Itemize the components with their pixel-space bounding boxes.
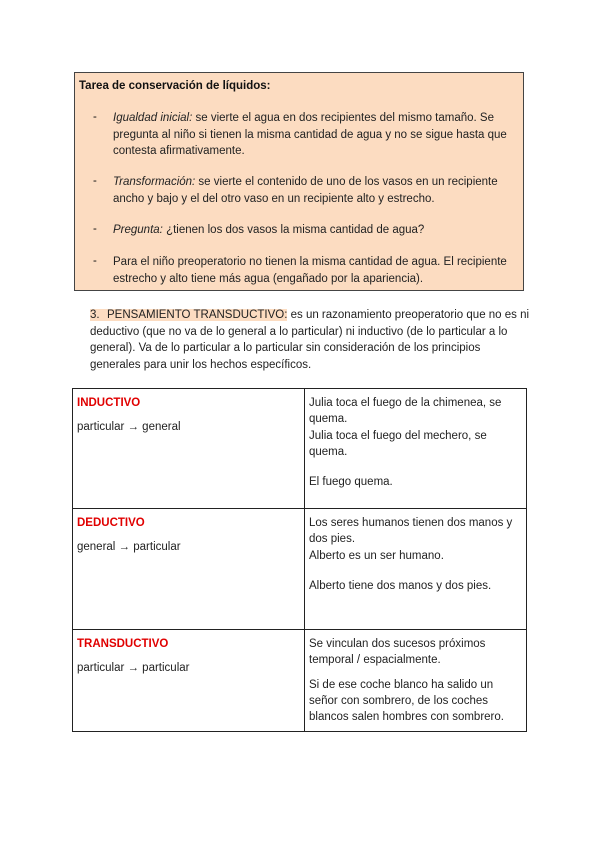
bullet-term: Pregunta: — [113, 224, 163, 236]
section-heading — [90, 309, 287, 321]
box-title: Tarea de conservación de líquidos: — [79, 80, 271, 92]
example-line: Alberto es un ser humano. — [309, 549, 444, 562]
example-line: Julia toca el fuego de la chimenea, se quema. — [309, 397, 502, 426]
transductive-section — [90, 307, 530, 373]
bullet-item-transformation — [113, 174, 518, 207]
bullet-item-initial-equality — [113, 110, 518, 160]
section-text: es un razonamiento preoperatorio que no es ni deductivo (que no va de lo general a lo particular) ni inductivo (de lo particular a lo general). Va de lo particular a lo particular sin consideración de los principios generales para unir los hechos específicos. — [90, 309, 530, 371]
table-row — [73, 389, 527, 509]
reasoning-example-cell — [305, 630, 527, 732]
section-heading-text: PENSAMIENTO TRANSDUCTIVO: — [107, 309, 288, 321]
reasoning-example-cell — [305, 509, 527, 630]
example-conclusion: Alberto tiene dos manos y dos pies. — [309, 579, 492, 592]
example-conclusion: Si de ese coche blanco ha salido un señor con sombrero, de los coches blancos salen hombres con sombrero. — [309, 678, 504, 724]
reasoning-type-cell — [73, 389, 305, 509]
reasoning-types-table — [72, 388, 527, 732]
bullet-body: se vierte el contenido de uno de los vasos en un recipiente ancho y bajo y el del otro vaso en un recipiente alto y estrecho. — [113, 176, 498, 205]
bullet-term: Igualdad inicial: — [113, 112, 193, 124]
bullet-marker: - — [93, 111, 97, 123]
bullet-body: ¿tienen los dos vasos la misma cantidad de agua? — [162, 224, 425, 236]
reasoning-example-cell — [305, 389, 527, 509]
example-line: Julia toca el fuego del mechero, se quema. — [309, 429, 487, 458]
bullet-item-question — [113, 222, 518, 239]
reasoning-rule: particular → particular — [77, 662, 190, 675]
bullet-marker: - — [93, 255, 97, 267]
reasoning-type-cell — [73, 630, 305, 732]
reasoning-rule: particular → general — [77, 421, 181, 434]
reasoning-keyword: TRANSDUCTIVO — [77, 638, 169, 650]
table-row — [73, 630, 527, 732]
example-line: Se vinculan dos sucesos próximos temporal / espacialmente. — [309, 638, 486, 667]
bullet-item-result — [113, 254, 518, 287]
reasoning-rule: general → particular — [77, 541, 181, 554]
bullet-marker: - — [93, 223, 97, 235]
table-row — [73, 509, 527, 630]
bullet-marker: - — [93, 175, 97, 187]
bullet-body: Para el niño preoperatorio no tienen la misma cantidad de agua. El recipiente estrecho y alto tiene más agua (engañado por la apariencia). — [113, 256, 507, 285]
reasoning-type-cell — [73, 509, 305, 630]
section-number: 3. — [90, 309, 100, 321]
reasoning-keyword: DEDUCTIVO — [77, 517, 145, 529]
bullet-term: Transformación: — [113, 176, 196, 188]
bullet-body: se vierte el agua en dos recipientes del mismo tamaño. Se pregunta al niño si tienen la misma cantidad de agua y no se sigue hasta que contesta afirmativamente. — [113, 112, 507, 158]
example-conclusion: El fuego quema. — [309, 476, 393, 489]
reasoning-keyword: INDUCTIVO — [77, 397, 141, 409]
example-line: Los seres humanos tienen dos manos y dos pies. — [309, 517, 513, 546]
